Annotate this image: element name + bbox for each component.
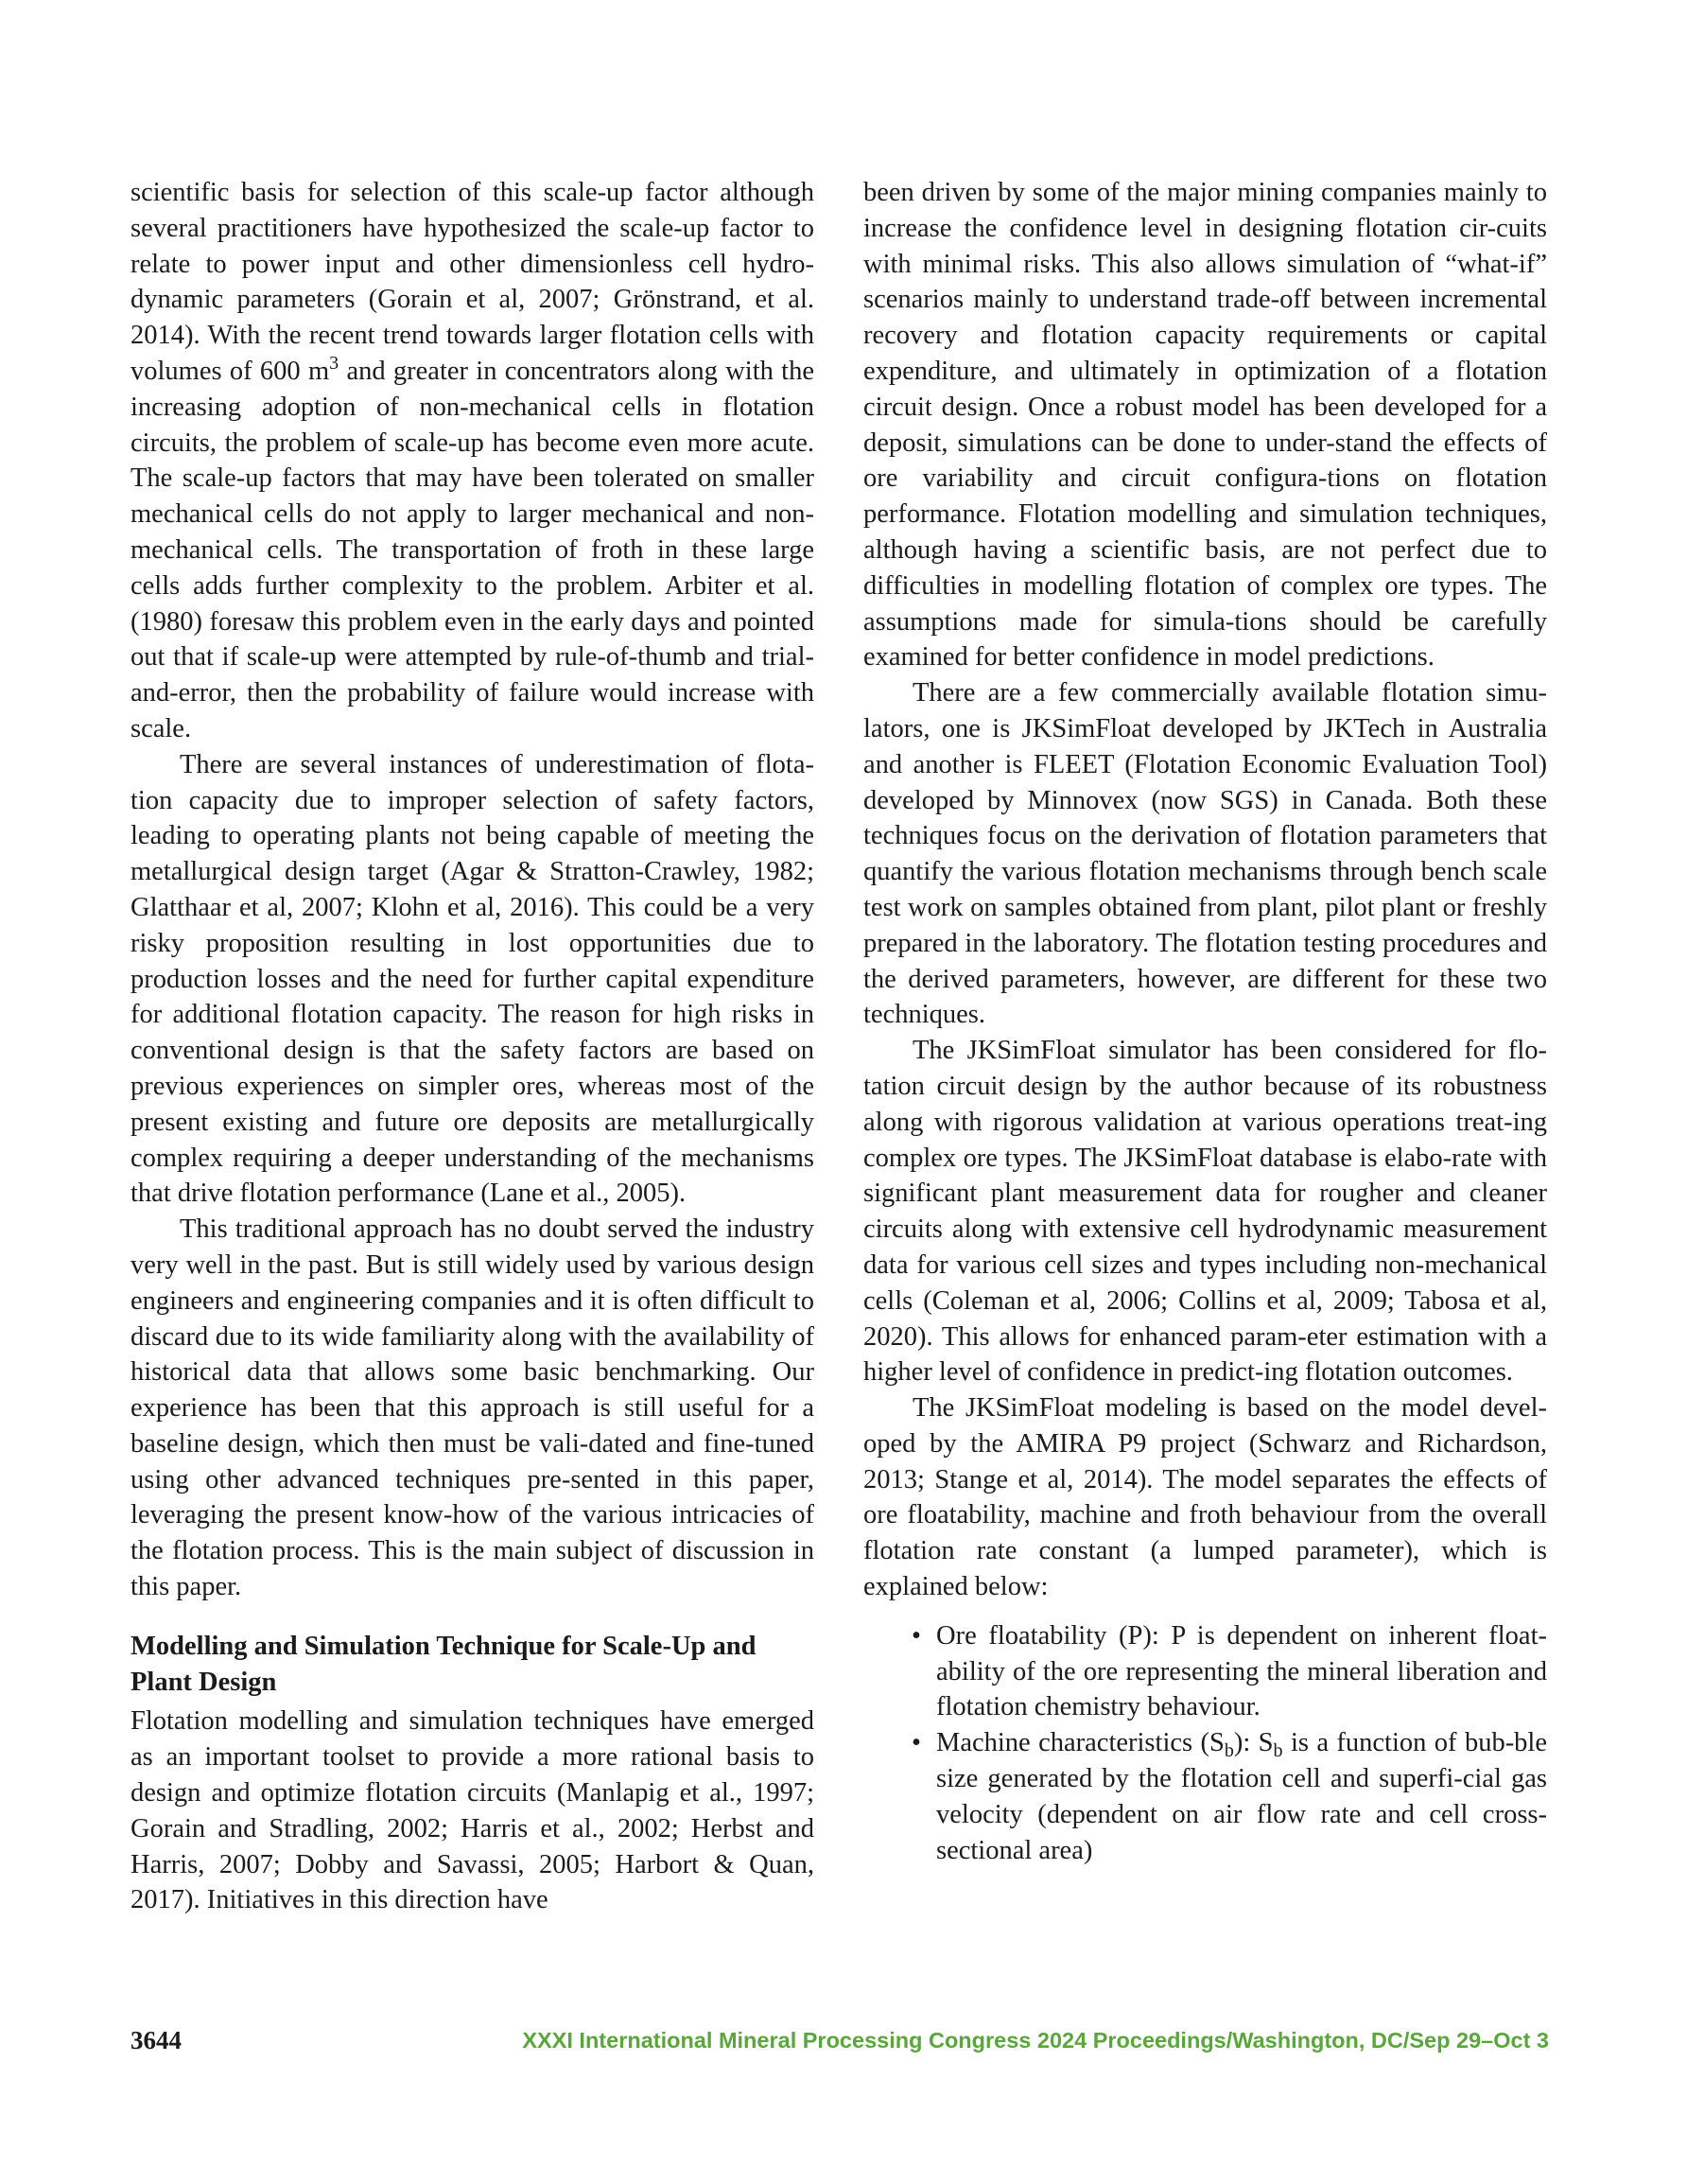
bullet-list	[863, 1618, 1547, 1869]
left-column	[130, 175, 814, 1918]
page-number: 3644	[130, 2026, 182, 2054]
section-heading: Modelling and Simulation Technique for Scale-Up and Plant Design	[130, 1631, 757, 1697]
page-footer	[130, 2026, 1549, 2064]
bullet-icon: •	[912, 1620, 921, 1651]
bullet-item-ore-floatability: • Ore floatability (P): P is dependent on inherent float-ability of the ore representing the mineral liberation and flotation chemistry behaviour.	[936, 1618, 1547, 1725]
right-paragraph-4: The JKSimFloat modeling is based on the model devel-oped by the AMIRA P9 project (Schwarz and Richardson, 2013; Stange et al, 2014). The model separates the effects of ore floatability, machine and froth behaviour from the overall flotation rate constant (a lumped parameter), which is explained below:	[863, 1393, 1547, 1602]
bullet-item-machine-characteristics: • Machine characteristics $(S_b)$: $S_b$ is a function of bub-ble size generated by the flotation cell and superfi-cial gas velocity (dependent on air flow rate and cell cross-sectional area)	[936, 1725, 1547, 1868]
left-paragraph-1: scientific basis for selection of this scale-up factor although several practitioners have hypothesized the scale-up factor to relate to power input and other dimensionless cell hydro-dynamic parameters (Gorain et al, 2007; Grönstrand, et al. 2014). With the recent trend towards larger flotation cells with volumes of 600 $m^3$ and greater in concentrators along with the increasing adoption of non-mechanical cells in flotation circuits, the problem of scale-up has become even more acute. The scale-up factors that may have been tolerated on smaller mechanical cells do not apply to larger mechanical and non-mechanical cells. The transportation of froth in these large cells adds further complexity to the problem. Arbiter et al. (1980) foresaw this problem even in the early days and pointed out that if scale-up were attempted by rule-of-thumb and trial-and-error, then the probability of failure would increase with scale.	[130, 178, 814, 743]
right-column	[863, 175, 1547, 1868]
cubic-superscript: 3	[329, 352, 339, 374]
right-paragraph-1: been driven by some of the major mining companies mainly to increase the confidence level in designing flotation cir-cuits with minimal risks. This also allows simulation of “what-if” scenarios mainly to understand trade-off between incremental recovery and flotation capacity requirements or capital expenditure, and ultimately in optimization of a flotation circuit design. Once a robust model has been developed for a deposit, simulations can be done to under-stand the effects of ore variability and circuit configura-tions on flotation performance. Flotation modelling and simulation techniques, although having a scientific basis, are not perfect due to difficulties in modelling flotation of complex ore types. The assumptions made for simula-tions should be carefully examined for better confidence in model predictions.	[863, 178, 1547, 673]
left-paragraph-2: There are several instances of underestimation of flota-tion capacity due to improper selection of safety factors, leading to operating plants not being capable of meeting the metallurgical design target (Agar & Stratton-Crawley, 1982; Glatthaar et al, 2007; Klohn et al, 2016). This could be a very risky proposition resulting in lost opportunities due to production losses and the need for further capital expenditure for additional flotation capacity. The reason for high risks in conventional design is that the safety factors are based on previous experiences on simpler ores, whereas most of the present existing and future ore deposits are metallurgically complex requiring a deeper understanding of the mechanisms that drive flotation performance (Lane et al., 2005).	[130, 749, 814, 1209]
right-paragraph-3: The JKSimFloat simulator has been considered for flo-tation circuit design by the author because of its robustness along with rigorous validation at various operations treat-ing complex ore types. The JKSimFloat database is elabo-rate with significant plant measurement data for rougher and cleaner circuits along with extensive cell hydrodynamic measurement data for various cell sizes and types including non-mechanical cells (Coleman et al, 2006; Collins et al, 2009; Tabosa et al, 2020). This allows for enhanced param-eter estimation with a higher level of confidence in predict-ing flotation outcomes.	[863, 1036, 1547, 1388]
running-title: XXXI International Mineral Processing Congress 2024 Proceedings/Washington, DC/Sep 29–Oct 3	[522, 2028, 1549, 2053]
bullet-icon: •	[912, 1728, 921, 1758]
left-paragraph-4: Flotation modelling and simulation techniques have emerged as an important toolset to provide a more rational basis to design and optimize flotation circuits (Manlapig et al., 1997; Gorain and Stradling, 2002; Harris et al., 2002; Herbst and Harris, 2007; Dobby and Savassi, 2005; Harbort & Quan, 2017). Initiatives in this direction have	[130, 1706, 814, 1915]
left-paragraph-3: This traditional approach has no doubt served the industry very well in the past. But is still widely used by various design engineers and engineering companies and it is often difficult to discard due to its wide familiarity along with the availability of historical data that allows some basic benchmarking. Our experience has been that this approach is still useful for a baseline design, which then must be vali-dated and fine-tuned using other advanced techniques pre-sented in this paper, leveraging the present know-how of the various intricacies of the flotation process. This is the main subject of discussion in this paper.	[130, 1214, 814, 1602]
right-paragraph-2: There are a few commercially available flotation simu-lators, one is JKSimFloat developed by JKTech in Australia and another is FLEET (Flotation Economic Evaluation Tool) developed by Minnovex (now SGS) in Canada. Both these techniques focus on the derivation of flotation parameters that quantify the various flotation mechanisms through bench scale test work on samples obtained from plant, pilot plant or freshly prepared in the laboratory. The flotation testing procedures and the derived parameters, however, are different for these two techniques.	[863, 678, 1547, 1030]
